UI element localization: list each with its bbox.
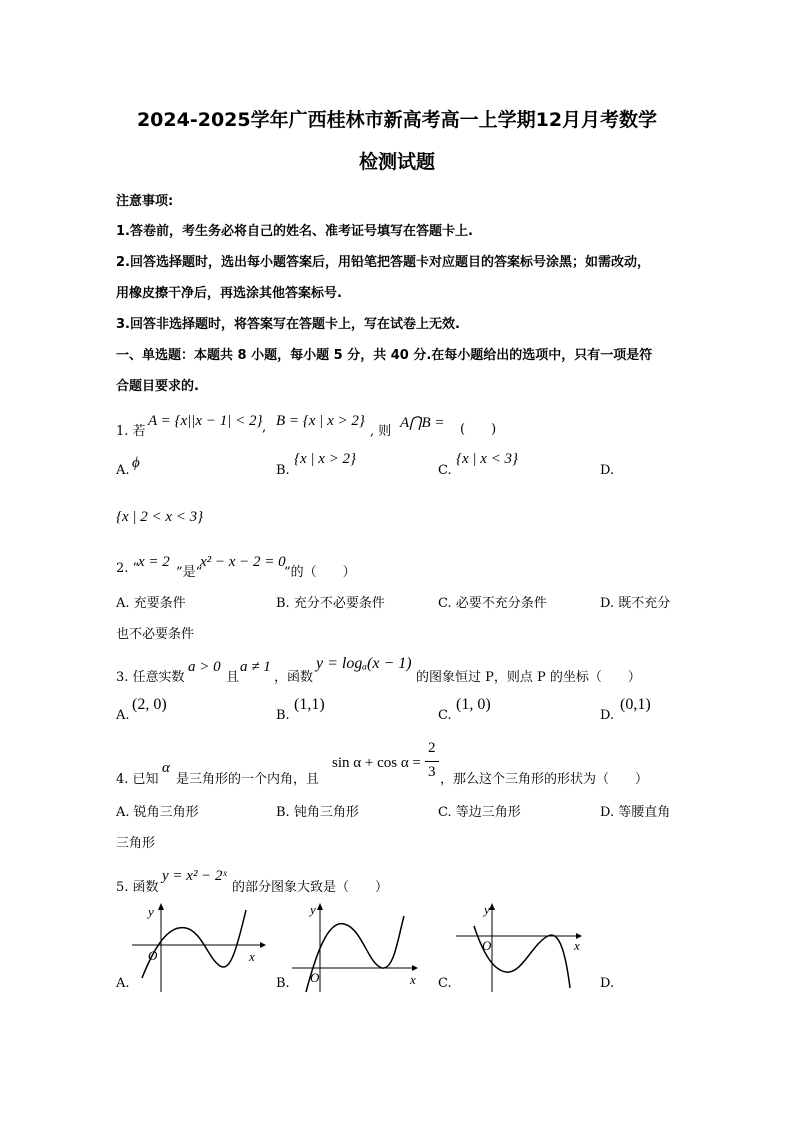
q3-option-b-label: B.	[276, 708, 290, 723]
q1-option-c-label: C.	[438, 463, 452, 478]
q3-func: ，函数	[274, 670, 314, 685]
q5-graph-b-origin: O	[310, 970, 320, 985]
q5-graph-c	[452, 898, 592, 994]
q5-option-d-label: D.	[600, 976, 615, 991]
q1-set-a: A = {x||x − 1| < 2}	[148, 413, 263, 429]
notice-heading: 注意事项:	[116, 194, 174, 209]
q1-number: 1. 若	[116, 424, 146, 439]
q3-option-c-value: (1, 0)	[456, 696, 491, 713]
q4-option-a: A. 锐角三角形	[116, 805, 199, 820]
q4-mid: 是三角形的一个内角，且	[176, 772, 320, 787]
q3-condition-1: a > 0	[188, 659, 221, 675]
q2-option-d: D. 既不充分	[600, 596, 671, 611]
q1-option-a-label: A.	[116, 463, 130, 478]
q3-option-c-label: C.	[438, 708, 452, 723]
q5-option-c-label: C.	[438, 976, 452, 991]
notice-item-2b: 用橡皮擦干净后，再选涂其他答案标号.	[116, 286, 342, 301]
q4-denominator: 3	[428, 764, 436, 780]
q2-option-d-cont: 也不必要条件	[116, 627, 195, 642]
q3-option-d-label: D.	[600, 708, 615, 723]
q4-number: 4. 已知	[116, 772, 159, 787]
exam-title-line2: 检测试题	[358, 151, 435, 173]
q1-expr: A⋂B =	[400, 415, 445, 431]
q1-option-a-value: ϕ	[132, 455, 140, 471]
q3-option-a-label: A.	[116, 708, 130, 723]
q3-condition-2: a ≠ 1	[240, 659, 271, 675]
exam-title-line1: 2024-2025学年广西桂林市新高考高一上学期12月月考数学	[136, 109, 658, 131]
q2-condition-2: x² − x − 2 = 0	[200, 554, 286, 570]
q4-numerator: 2	[428, 740, 436, 756]
q1-option-b-value: {x | x > 2}	[294, 451, 357, 467]
q1-comma: ,	[262, 420, 267, 435]
section-header-line1: 一、单选题：本题共 8 小题，每小题 5 分，共 40 分.在每小题给出的选项中，只有一项是符	[116, 348, 653, 363]
notice-item-1: 1.答卷前，考生务必将自己的姓名、准考证号填写在答题卡上.	[116, 224, 473, 239]
q4-rest: ，那么这个三角形的形状为（ ）	[440, 772, 649, 787]
q2-end: ”的（ ）	[284, 565, 356, 580]
q3-rest: 的图象恒过 P，则点 P 的坐标（ ）	[416, 670, 641, 685]
q3-option-b-value: (1,1)	[294, 696, 325, 713]
q2-option-c: C. 必要不充分条件	[438, 596, 547, 611]
q3-expr: y = logₐ(x − 1)	[316, 655, 412, 672]
notice-item-2a: 2.回答选择题时，选出每小题答案后，用铅笔把答题卡对应题目的答案标号涂黑；如需改动，	[116, 255, 650, 270]
q1-then: , 则	[370, 424, 392, 439]
q4-lhs: sin α + cos α =	[332, 755, 421, 771]
q5-graph-c-x-label: x	[574, 938, 580, 953]
q2-option-a: A. 充要条件	[116, 596, 186, 611]
q4-option-d: D. 等腰直角	[600, 805, 671, 820]
q5-expr: y = x² − 2ˣ	[162, 868, 227, 884]
q5-option-b-label: B.	[276, 976, 290, 991]
q1-option-b-label: B.	[276, 463, 290, 478]
q5-graph-b	[290, 898, 430, 994]
q4-option-d-cont: 三角形	[116, 836, 156, 851]
q1-option-d-label: D.	[600, 463, 615, 478]
q1-option-c-value: {x | x < 3}	[456, 451, 519, 467]
q1-set-b: B = {x | x > 2}	[276, 413, 365, 429]
q4-fraction-bar	[425, 761, 439, 762]
q3-and: 且	[226, 670, 240, 685]
q4-option-b: B. 钝角三角形	[276, 805, 359, 820]
q5-graph-a	[128, 898, 268, 994]
q2-mid: ”是“	[176, 565, 203, 580]
q3-option-a-value: (2, 0)	[132, 696, 167, 713]
q4-option-c: C. 等边三角形	[438, 805, 521, 820]
q5-graph-c-y-label: y	[484, 902, 490, 917]
q5-graph-b-x-label: x	[410, 972, 416, 987]
q1-option-d-value: {x | 2 < x < 3}	[116, 509, 204, 525]
q5-graph-b-y-label: y	[310, 902, 316, 917]
q5-rest: 的部分图象大致是（ ）	[232, 880, 389, 895]
q3-number: 3. 任意实数	[116, 670, 185, 685]
notice-item-3: 3.回答非选择题时，将答案写在答题卡上，写在试卷上无效.	[116, 317, 460, 332]
q2-number: 2. “	[116, 561, 140, 576]
q2-condition-1: x = 2	[138, 554, 170, 570]
section-header-line2: 合题目要求的.	[116, 379, 199, 394]
q3-option-d-value: (0,1)	[620, 696, 651, 713]
q1-paren: ( )	[460, 422, 497, 437]
q5-option-a-label: A.	[116, 976, 130, 991]
q5-graph-c-origin: O	[482, 938, 492, 953]
q5-graph-a-x-label: x	[249, 949, 255, 964]
q5-graph-a-origin: O	[148, 948, 158, 963]
q5-number: 5. 函数	[116, 880, 159, 895]
q5-graph-a-y-label: y	[148, 904, 154, 919]
q2-option-b: B. 充分不必要条件	[276, 596, 385, 611]
q4-alpha: α	[162, 760, 170, 776]
